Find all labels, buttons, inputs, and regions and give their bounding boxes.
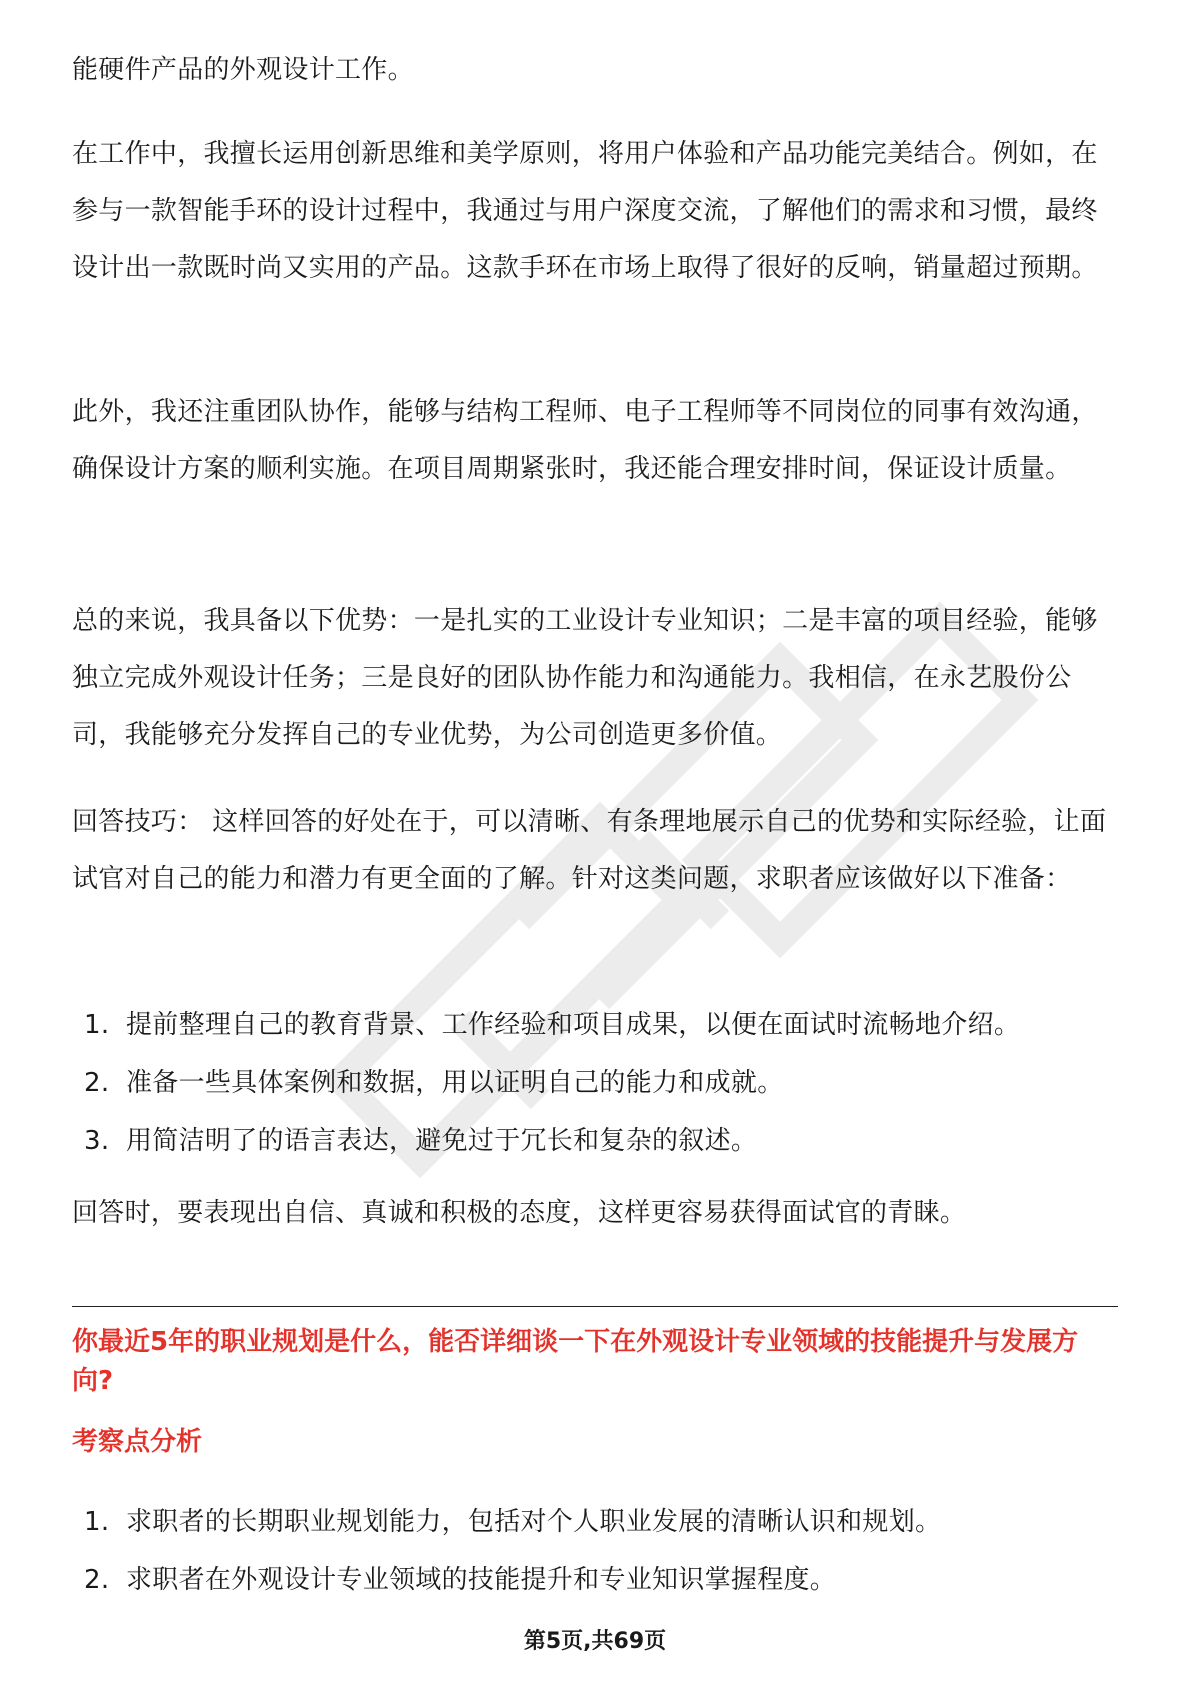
intro-fragment: 能硬件产品的外观设计工作。	[72, 55, 414, 85]
list-item	[84, 1112, 1114, 1170]
list-item-number: 2.	[84, 1068, 110, 1098]
list-item	[84, 996, 1114, 1054]
list-item	[84, 1493, 1114, 1551]
list-item-text: 提前整理自己的教育背景、工作经验和项目成果，以便在面试时流畅地介绍。	[126, 1010, 1021, 1040]
list-item-number: 2.	[84, 1565, 110, 1595]
list-item-number: 1.	[84, 1507, 110, 1537]
paragraph-teamwork: 此外，我还注重团队协作，能够与结构工程师、电子工程师等不同岗位的同事有效沟通，确保设计方案的顺利实施。在项目周期紧张时，我还能合理安排时间，保证设计质量。	[72, 397, 1098, 484]
list-item-text: 求职者在外观设计专业领域的技能提升和专业知识掌握程度。	[126, 1565, 837, 1595]
list-item-text: 用简洁明了的语言表达，避免过于冗长和复杂的叙述。	[126, 1126, 758, 1156]
analysis-heading: 考察点分析	[72, 1427, 203, 1457]
paragraph-closing: 回答时，要表现出自信、真诚和积极的态度，这样更容易获得面试官的青睐。	[72, 1198, 967, 1228]
paragraph-work-experience: 在工作中，我擅长运用创新思维和美学原则，将用户体验和产品功能完美结合。例如，在参与一款智能手环的设计过程中，我通过与用户深度交流，了解他们的需求和习惯，最终设计出一款既时尚又实用的产品。这款手环在市场上取得了很好的反响，销量超过预期。	[72, 139, 1098, 283]
list-item	[84, 1551, 1114, 1609]
page-number: 第5页,共69页	[523, 1629, 667, 1654]
list-item-number: 1.	[84, 1010, 110, 1040]
list-item-text: 求职者的长期职业规划能力，包括对个人职业发展的清晰认识和规划。	[126, 1507, 942, 1537]
list-item	[84, 1054, 1114, 1112]
analysis-list	[84, 1493, 1114, 1609]
list-item-text: 准备一些具体案例和数据，用以证明自己的能力和成就。	[126, 1068, 784, 1098]
section-divider	[72, 1306, 1118, 1307]
paragraph-answer-tips: 回答技巧： 这样回答的好处在于，可以清晰、有条理地展示自己的优势和实际经验，让面试官对自己的能力和潜力有更全面的了解。针对这类问题，求职者应该做好以下准备：	[72, 807, 1107, 894]
interview-question-heading: 你最近5年的职业规划是什么，能否详细谈一下在外观设计专业领域的技能提升与发展方向?	[72, 1327, 1079, 1396]
list-item-number: 3.	[84, 1126, 110, 1156]
preparation-list	[84, 996, 1114, 1170]
paragraph-summary: 总的来说，我具备以下优势：一是扎实的工业设计专业知识；二是丰富的项目经验，能够独立完成外观设计任务；三是良好的团队协作能力和沟通能力。我相信，在永艺股份公司，我能够充分发挥自己的专业优势，为公司创造更多价值。	[72, 606, 1098, 750]
